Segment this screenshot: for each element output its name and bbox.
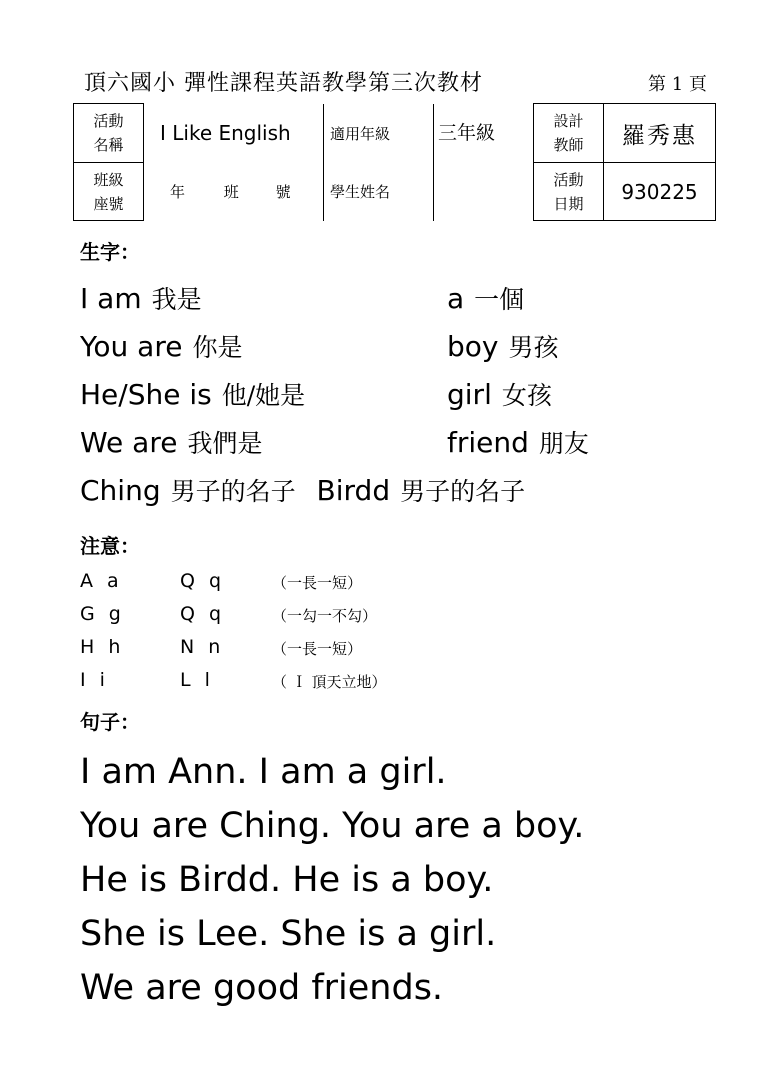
letter-note: （一長一短） (272, 640, 363, 658)
activity-name-label: 活動 名稱 (74, 104, 144, 163)
activity-name: I Like English (144, 104, 324, 163)
sentence: I am Ann. I am a girl. (80, 752, 447, 792)
vocab-item: boy 男孩 (447, 330, 559, 363)
vocab-item: You are 你是 (80, 330, 243, 363)
activity-info-table (73, 103, 716, 221)
student-name-blank[interactable] (434, 163, 534, 221)
vocab-item: I am 我是 (80, 282, 202, 315)
student-name-label: 學生姓名 (324, 163, 434, 221)
letter-pair: A a (80, 570, 123, 592)
vocab-item: a 一個 (447, 282, 525, 315)
letter-note: （一長一短） (272, 574, 363, 592)
grade-label: 適用年級 (324, 104, 434, 163)
designer-name: 羅秀惠 (604, 104, 716, 163)
class-seat-fields (144, 163, 324, 221)
letter-pair: G g (80, 603, 125, 625)
sentence: You are Ching. You are a boy. (80, 806, 585, 846)
vocab-item: He/She is 他/她是 (80, 378, 306, 411)
letter-pair: H h (80, 636, 125, 658)
letter-note: （一勾一不勾） (272, 607, 378, 625)
designer-label: 設計 教師 (534, 104, 604, 163)
sentence: We are good friends. (80, 968, 444, 1008)
date-label: 活動 日期 (534, 163, 604, 221)
year-label: 年 (170, 183, 186, 201)
letter-pair: I i (80, 669, 109, 691)
vocab-names-row: Ching 男子的名子 Birdd 男子的名子 (80, 474, 526, 507)
grade-value: 三年級 (434, 104, 534, 163)
sentence: He is Birdd. He is a boy. (80, 860, 494, 900)
section-heading-notes: 注意： (80, 534, 140, 558)
document-title: 頂六國小 彈性課程英語教學第三次教材 (84, 71, 483, 96)
vocab-item: We are 我們是 (80, 426, 263, 459)
letter-note: （ Ｉ 頂天立地） (272, 673, 387, 691)
activity-date: 930225 (604, 163, 716, 221)
letter-pair: N n (180, 636, 225, 658)
vocab-item: girl 女孩 (447, 378, 552, 411)
class-seat-label: 班級 座號 (74, 163, 144, 221)
number-label: 號 (275, 183, 291, 201)
vocab-item: friend 朋友 (447, 426, 589, 459)
section-heading-sentences: 句子： (80, 710, 140, 734)
letter-pair: Q q (180, 603, 226, 625)
letter-pair: Q q (180, 570, 226, 592)
letter-pair: L l (180, 669, 214, 691)
section-heading-vocabulary: 生字： (80, 240, 140, 264)
page-number: 第 1 頁 (648, 74, 707, 95)
sentence: She is Lee. She is a girl. (80, 914, 497, 954)
class-label: 班 (223, 183, 239, 201)
